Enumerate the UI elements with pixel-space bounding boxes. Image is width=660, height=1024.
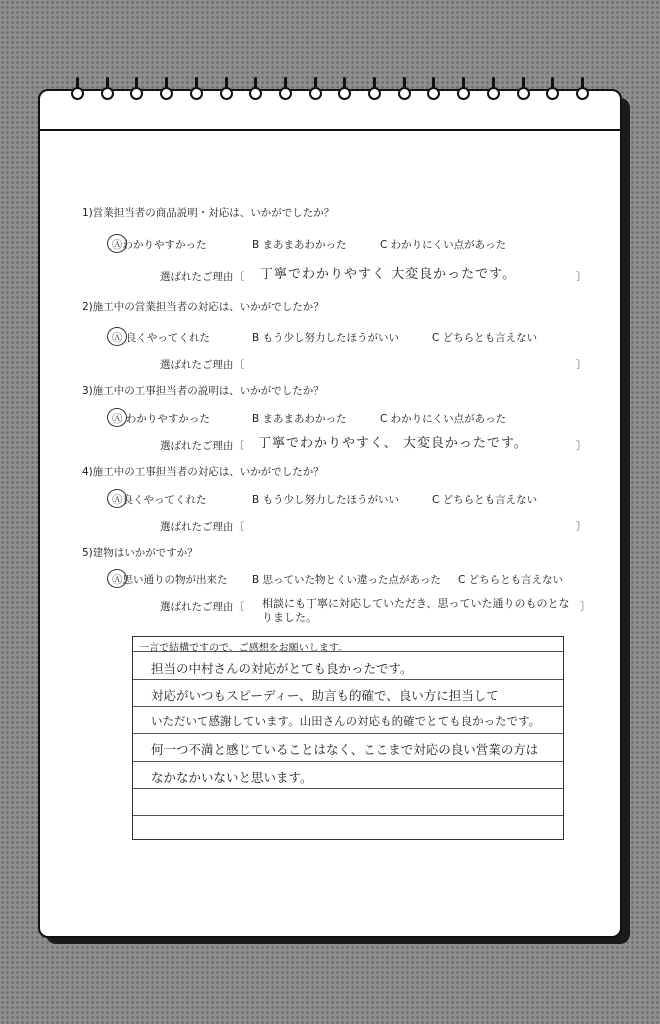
reason-label-1: 選ばれたご理由〔 xyxy=(160,271,244,283)
rule-line xyxy=(133,815,563,816)
binding-ring xyxy=(398,77,412,107)
reason-3-bracket: 〕 xyxy=(576,439,587,452)
binding-ring xyxy=(457,77,471,107)
question-2: 2)施工中の営業担当者の対応は、いかがでしたか？ xyxy=(82,301,324,313)
option-a[interactable]: Ⓐ わかりやすかった xyxy=(112,411,210,426)
comment-line-4: 何一つ不満と感じていることはなく、ここまで対応の良い営業の方は xyxy=(151,742,539,757)
binding-ring xyxy=(309,77,323,107)
binding-ring xyxy=(220,77,234,107)
rule-line xyxy=(133,679,563,680)
binding-ring xyxy=(101,77,115,107)
rule-line xyxy=(133,651,563,652)
binding-ring xyxy=(71,77,85,107)
binding-ring xyxy=(487,77,501,107)
comment-box xyxy=(132,636,564,840)
binding-ring xyxy=(576,77,590,107)
binding-ring xyxy=(368,77,382,107)
rule-line xyxy=(133,706,563,707)
binding-divider xyxy=(40,129,620,131)
option-b[interactable]: B まあまあわかった xyxy=(252,239,347,251)
option-a[interactable]: Ⓐ 良くやってくれた xyxy=(112,330,210,345)
selected-circle xyxy=(107,408,127,427)
option-b[interactable]: B もう少し努力したほうがいい xyxy=(252,332,400,344)
binding-ring xyxy=(249,77,263,107)
reason-label-4: 選ばれたご理由〔 xyxy=(160,521,244,533)
comment-box-title: 一言で結構ですので、ご感想をお願いします。 xyxy=(139,643,348,654)
comment-line-1: 担当の中村さんの対応がとても良かったです。 xyxy=(151,661,413,676)
binding-ring xyxy=(279,77,293,107)
question-4: 4)施工中の工事担当者の対応は、いかがでしたか？ xyxy=(82,466,324,478)
reason-2-bracket: 〕 xyxy=(576,358,587,371)
selected-circle xyxy=(107,569,127,588)
selected-circle xyxy=(107,327,127,346)
comment-line-3: いただいて感謝しています。山田さんの対応も的確でとても良かったです。 xyxy=(151,714,541,728)
comment-line-5: なかなかいないと思います。 xyxy=(151,770,313,785)
selected-circle xyxy=(107,489,127,508)
reason-label-5: 選ばれたご理由〔 xyxy=(160,601,244,613)
option-c[interactable]: C どちらとも言えない xyxy=(458,574,564,586)
question-1: 1)営業担当者の商品説明・対応は、いかがでしたか？ xyxy=(82,207,335,219)
reason-1-bracket: 〕 xyxy=(576,270,587,283)
reason-label-3: 選ばれたご理由〔 xyxy=(160,440,244,452)
option-c[interactable]: C わかりにくい点があった xyxy=(380,413,507,425)
reason-1-handwriting: 丁寧でわかりやすく 大変良かったです。 xyxy=(260,267,517,282)
option-b[interactable]: B 思っていた物とくい違った点があった xyxy=(252,574,441,586)
binding-ring xyxy=(427,77,441,107)
reason-5-bracket: 〕 xyxy=(580,600,591,613)
binding-ring xyxy=(546,77,560,107)
option-a[interactable]: Ⓐわかりやすかった xyxy=(112,237,207,252)
option-a[interactable]: Ⓐ思い通りの物が出来た xyxy=(112,572,228,587)
binding-ring xyxy=(517,77,531,107)
option-b[interactable]: B もう少し努力したほうがいい xyxy=(252,494,400,506)
option-b[interactable]: B まあまあわかった xyxy=(252,413,347,425)
rule-line xyxy=(133,733,563,734)
option-a[interactable]: Ⓐ良くやってくれた xyxy=(112,492,207,507)
question-5: 5)建物はいかがですか？ xyxy=(82,547,198,559)
question-3: 3)施工中の工事担当者の説明は、いかがでしたか？ xyxy=(82,385,324,397)
rule-line xyxy=(133,761,563,762)
binding-ring xyxy=(160,77,174,107)
reason-3-handwriting: 丁寧でわかりやすく、 大変良かったです。 xyxy=(258,436,528,451)
reason-5-handwriting: 相談にも丁寧に対応していただき、思っていた通りのものとなりました。 xyxy=(262,597,570,624)
rule-line xyxy=(133,788,563,789)
binding-ring xyxy=(338,77,352,107)
comment-line-2: 対応がいつもスピーディー、助言も的確で、良い方に担当して xyxy=(151,688,499,703)
option-c[interactable]: C どちらとも言えない xyxy=(432,332,538,344)
reason-label-2: 選ばれたご理由〔 xyxy=(160,359,244,371)
option-c[interactable]: C どちらとも言えない xyxy=(432,494,538,506)
option-c[interactable]: C わかりにくい点があった xyxy=(380,239,507,251)
binding-ring xyxy=(190,77,204,107)
reason-4-bracket: 〕 xyxy=(576,520,587,533)
binding-ring xyxy=(130,77,144,107)
selected-circle xyxy=(107,234,127,253)
